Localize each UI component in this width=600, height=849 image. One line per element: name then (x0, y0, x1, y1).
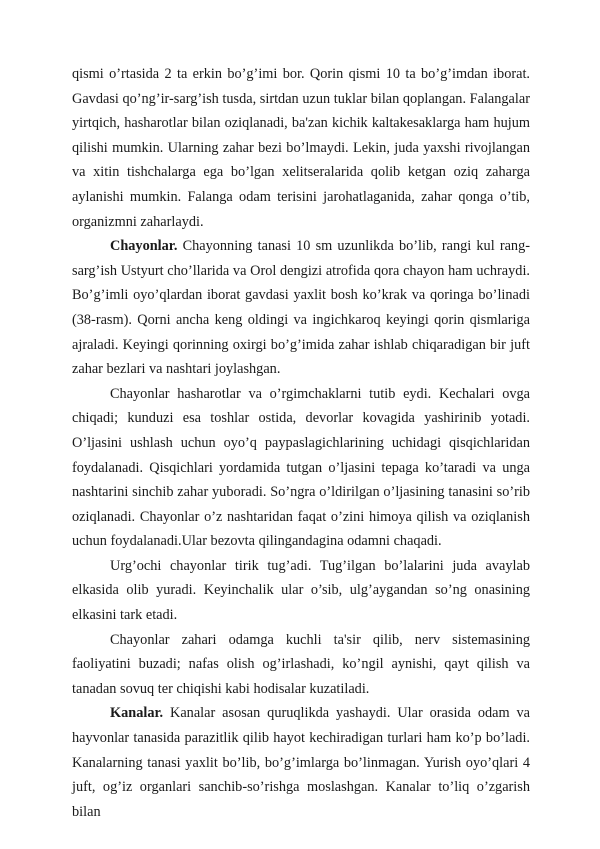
paragraph-text: qismi o’rtasida 2 ta erkin bo’g’imi bor. Qorin qismi 10 ta bo’g’imdan iborat. Gavdasi qo’ng’ir-sarg’ish tusda, sirtdan uzun tuklar bilan qoplangan. Falangalar yirtqich, hasharotlar bilan oziqlanadi, ba'zan kichik kaltakesaklarga ham hujum qilishi mumkin. Ularning zahar bezi bo’lmaydi. Lekin, juda yaxshi rivojlangan va xitin tishchalarga ega bo’lgan xelitseralarida qolib ketgan oziq zaharga aylanishi mumkin. Falanga odam terisini jarohatlaganida, zahar qonga o’tib, organizmni zaharlaydi. (72, 66, 530, 230)
paragraph-chayonlar (72, 234, 530, 382)
paragraph-chayon-reproduction (72, 554, 530, 628)
paragraph-text: Kanalar asosan quruqlikda yashaydi. Ular orasida odam va hayvonlar tanasida parazitlik qilib hayot kechiradigan turlari ham ko’p bo’ladi. Kanalarning tanasi yaxlit bo’lib, bo’g’imlarga bo’linmagan. Yurish oyo’qlari 4 juft, og’iz organlari sanchib-so’rishga moslashgan. Kanalar to’liq o’zgarish bilan (72, 705, 530, 820)
paragraph-text: Chayonlar hasharotlar va o’rgimchaklarni tutib eydi. Kechalari ovga chiqadi; kunduzi esa toshlar ostida, devorlar kovagida yashirinib yotadi. O’ljasini ushlash uchun oyo’q paypaslagichlarining uchidagi qisqichlaridan foydalanadi. Qisqichlari yordamida tutgan o’ljasini tepaga ko’taradi va unga nashtarini sinchib zahar yuboradi. So’ngra o’ldirilgan o’ljasining tanasini so’rib oziqlanadi. Chayonlar o’z nashtaridan faqat o’zini himoya qilish va oziqlanish uchun foydalanadi.Ular bezovta qilingandagina odamni chaqadi. (72, 385, 530, 550)
section-heading-kanalar: Kanalar. (110, 705, 164, 722)
paragraph-falanga-end (72, 62, 530, 234)
paragraph-text: Chayonlar zahari odamga kuchli ta'sir qilib, nerv sistemasining faoliyatini buzadi; nafas olish og’irlashadi, ko’ngil aynishi, qayt qilish va tanadan sovuq ter chiqishi kabi hodisalar kuzatiladi. (72, 631, 530, 697)
document-page (72, 62, 530, 824)
paragraph-text: Chayonning tanasi 10 sm uzunlikda bo’lib, rangi kul rang-sarg’ish Ustyurt cho’llarida va Orol dengizi atrofida qora chayon ham uchraydi. Bo’g’imli oyo’qlardan iborat gavdasi yaxlit bosh ko’krak va qoringa bo’linadi (38-rasm). Qorni ancha keng oldingi va ingichkaroq keyingi qorin qismlariga ajraladi. Keyingi qorinning oxirgi bo’g’imida zahar ishlab chiqaradigan bir juft zahar bezlari va nashtari joylashgan. (72, 238, 530, 378)
paragraph-chayon-venom (72, 628, 530, 702)
section-heading-chayonlar: Chayonlar. (110, 238, 178, 255)
paragraph-kanalar (72, 701, 530, 824)
paragraph-chayon-behavior (72, 382, 530, 554)
paragraph-text: Urg’ochi chayonlar tirik tug’adi. Tug’ilgan bo’lalarini juda avaylab elkasida olib yuradi. Keyinchalik ular o’sib, ulg’aygandan so’ng onasining elkasini tark etadi. (72, 557, 530, 624)
